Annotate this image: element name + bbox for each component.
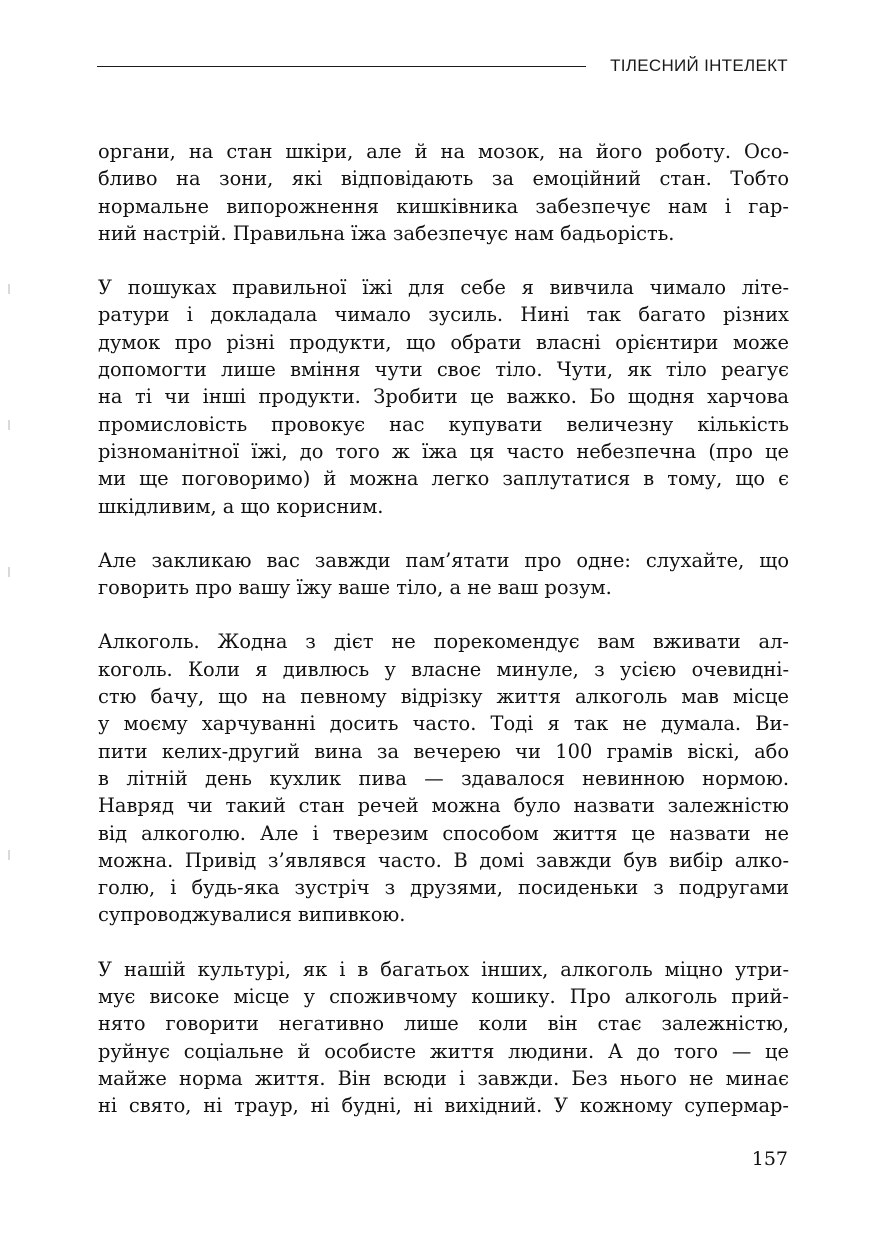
text-line: можна. Привід з’являвся часто. В домі завжди був вибір алко- bbox=[98, 848, 789, 872]
text-line: говорить про вашу їжу ваше тіло, а не ваш розум. bbox=[98, 576, 612, 600]
text-line: різноманітної їжі, до того ж їжа ця часто небезпечна (про це bbox=[98, 439, 789, 463]
text-line: ні свято, ні траур, ні будні, ні вихідний. У кожному супермар- bbox=[98, 1094, 789, 1118]
text-line: шкідливим, а що корисним. bbox=[98, 494, 384, 518]
page-edge-mark bbox=[8, 284, 10, 294]
text-line: голю, і будь-яка зустріч з друзями, посиденьки з подругами bbox=[98, 876, 789, 900]
text-line: промисловість провокує нас купувати величезну кількість bbox=[98, 412, 789, 436]
text-line: супроводжувалися випивкою. bbox=[98, 903, 406, 927]
text-line: на ті чи інші продукти. Зробити це важко. Бо щодня харчова bbox=[98, 385, 789, 409]
paragraph bbox=[98, 274, 789, 520]
paragraph bbox=[98, 547, 789, 602]
text-line: коголь. Коли я дивлюсь у власне минуле, з усією очевидні- bbox=[98, 657, 789, 681]
header-rule bbox=[97, 66, 586, 67]
text-line: в літній день кухлик пива — здавалося невинною нормою. bbox=[98, 766, 789, 790]
page-edge-mark bbox=[8, 850, 10, 860]
text-line: Алкоголь. Жодна з дієт не порекомендує вам вживати ал- bbox=[98, 630, 789, 654]
text-line: допомогти лише вміння чути своє тіло. Чути, як тіло реагує bbox=[98, 358, 789, 382]
text-line: думок про різні продукти, що обрати власні орієнтири може bbox=[98, 330, 789, 354]
text-line: Але закликаю вас завжди пам’ятати про одне: слухайте, що bbox=[98, 548, 789, 572]
text-line: стю бачу, що на певному відрізку життя алкоголь мав місце bbox=[98, 685, 789, 709]
text-line: пити келих-другий вина за вечерею чи 100 грамів віскі, або bbox=[98, 739, 789, 763]
text-line: У пошуках правильної їжі для себе я вивчила чимало літе- bbox=[98, 276, 789, 300]
page-number: 157 bbox=[751, 1148, 788, 1170]
page-edge-mark bbox=[8, 420, 10, 430]
text-line: майже норма життя. Він всюди і завжди. Без нього не минає bbox=[98, 1066, 789, 1090]
text-line: нормальне випорожнення кишківника забезпечує нам і гар- bbox=[98, 194, 789, 218]
text-line: У нашій культурі, як і в багатьох інших, алкоголь міцно утри- bbox=[98, 957, 789, 981]
text-line: ний настрій. Правильна їжа забезпечує нам бадьорість. bbox=[98, 221, 675, 245]
text-line: бливо на зони, які відповідають за емоційний стан. Тобто bbox=[98, 167, 789, 191]
text-line: ратури і докладала чимало зусиль. Нині так багато різних bbox=[98, 303, 789, 327]
paragraph bbox=[98, 956, 789, 1120]
body-text bbox=[98, 138, 789, 1147]
running-head: ТІЛЕСНИЙ ІНТЕЛЕКТ bbox=[610, 56, 788, 75]
text-line: від алкоголю. Але і тверезим способом життя це назвати не bbox=[98, 821, 789, 845]
text-line: ми ще поговоримо) й можна легко заплутатися в тому, що є bbox=[98, 467, 789, 491]
text-line: нято говорити негативно лише коли він стає залежністю, bbox=[98, 1012, 789, 1036]
page-edge-mark bbox=[8, 567, 10, 577]
text-line: мує високе місце у споживчому кошику. Про алкоголь прий- bbox=[98, 985, 789, 1009]
text-line: Навряд чи такий стан речей можна було назвати залежністю bbox=[98, 794, 789, 818]
paragraph bbox=[98, 628, 789, 928]
text-line: руйнує соціальне й особисте життя людини. А до того — це bbox=[98, 1039, 789, 1063]
paragraph bbox=[98, 138, 789, 247]
text-line: органи, на стан шкіри, але й на мозок, на його роботу. Осо- bbox=[98, 140, 789, 163]
text-line: у моєму харчуванні досить часто. Тоді я так не думала. Ви- bbox=[98, 712, 789, 736]
